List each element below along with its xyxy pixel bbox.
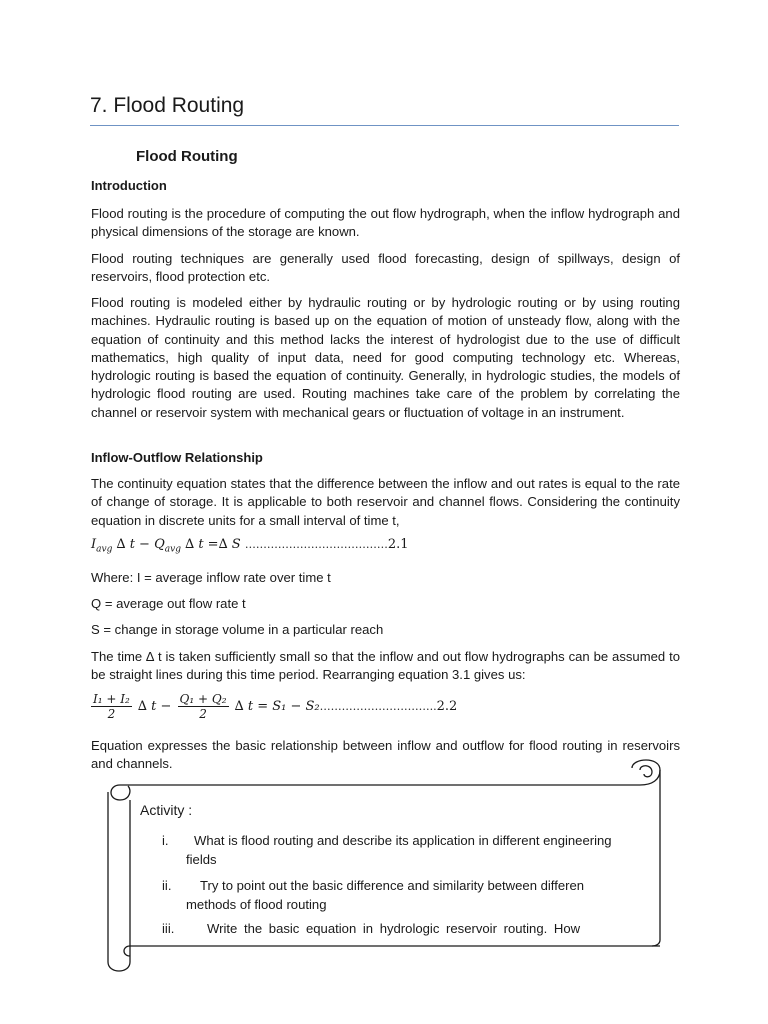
where-line-2: Q = average out flow rate t (91, 596, 246, 611)
activity-item-3-number: iii. (162, 921, 175, 936)
eq2-dots: ………………………….. (319, 700, 437, 713)
eq1-outflow-symbol: Q (154, 537, 165, 552)
activity-item-1-number: i. (162, 833, 169, 848)
activity-item-3 (162, 920, 647, 942)
eq1-inflow-subscript: avg (96, 544, 113, 555)
eq1-middle-1: ∆ t − (112, 537, 155, 552)
intro-paragraph-1: Flood routing is the procedure of computing the out flow hydrograph, when the inflow hydrograph and physical dimensions of the storage are known. (91, 206, 680, 240)
eq2-number: 2.2 (436, 699, 458, 714)
intro-paragraph-3: Flood routing is modeled either by hydraulic routing or by hydrologic routing or by using routing machines. Hydraulic routing is based up on the equation of motion of unsteady flow, along with the equation of continuity and this method lacks the interest of hydrologist due to the use of difficult mathematics, high quality of input data, need for good computing technology etc. Whereas, hydrologic routing is based the equation of continuity. Generally, in hydrologic studies, the models of hydrologic flood routing are used. Routing machines take care of the problem by correlating the channel or reservoir system with mechanical gears or fluctuation of voltage in an instrument. (91, 295, 680, 420)
title-divider (90, 125, 679, 126)
eq2-middle-1: ∆ t − (133, 699, 176, 714)
activity-item-2-continuation: methods of flood routing (186, 897, 327, 912)
eq2-middle-2: ∆ t = S₁ − S₂ (230, 699, 320, 714)
where-line-1: Where: I = average inflow rate over time t (91, 570, 331, 585)
eq2-outflow-fraction: $\frac{\text{Q₁ + Q₂}}{2}$ (179, 692, 227, 721)
activity-item-1-text: What is flood routing and describe its application in different engineering (194, 833, 612, 848)
activity-title: Activity : (140, 802, 193, 818)
continuity-paragraph: The continuity equation states that the difference between the inflow and out rates is equal to the rate of change of storage. It is applicable to both reservoir and channel flows. Considering the continuity equation in discrete units for a small interval of time t, (91, 476, 680, 528)
intro-paragraph-2: Flood routing techniques are generally used flood forecasting, design of spillways, design of reservoirs, flood protection etc. (91, 251, 680, 285)
activity-item-3-text: Write the basic equation in hydrologic reservoir routing. How (207, 921, 581, 936)
chapter-title: 7. Flood Routing (90, 94, 245, 117)
eq1-inflow-symbol: I (91, 537, 97, 552)
activity-item-2-text: Try to point out the basic difference and similarity between differen (200, 878, 585, 893)
eq2-inflow-fraction: $\frac{\text{I₁ + I₂}}{2}$ (93, 692, 130, 721)
equation-2-1 (91, 537, 409, 555)
activity-item-1-continuation: fields (186, 852, 217, 867)
equation-2-2 (89, 692, 457, 721)
activity-item-1 (162, 832, 647, 872)
where-line-3: S = change in storage volume in a particular reach (91, 622, 384, 637)
inflow-outflow-heading: Inflow-Outflow Relationship (91, 450, 263, 465)
eq1-outflow-subscript: avg (164, 544, 181, 555)
introduction-heading: Introduction (91, 178, 167, 193)
eq1-number: 2.1 (387, 537, 409, 552)
activity-item-2-number: ii. (162, 878, 172, 893)
eq1-dots: ………………………………… (244, 538, 388, 551)
eq1-middle-2: ∆ t =∆ S (180, 537, 245, 552)
time-step-paragraph: The time ∆ t is taken sufficiently small so that the inflow and out flow hydrographs can be assumed to be straight lines during this time period. Rearranging equation 3.1 gives us: (91, 649, 680, 683)
activity-item-2 (162, 877, 647, 917)
equation-paragraph: Equation expresses the basic relationship between inflow and outflow for flood routing in reservoirs and channels. (91, 738, 680, 772)
section-title: Flood Routing (136, 148, 238, 165)
